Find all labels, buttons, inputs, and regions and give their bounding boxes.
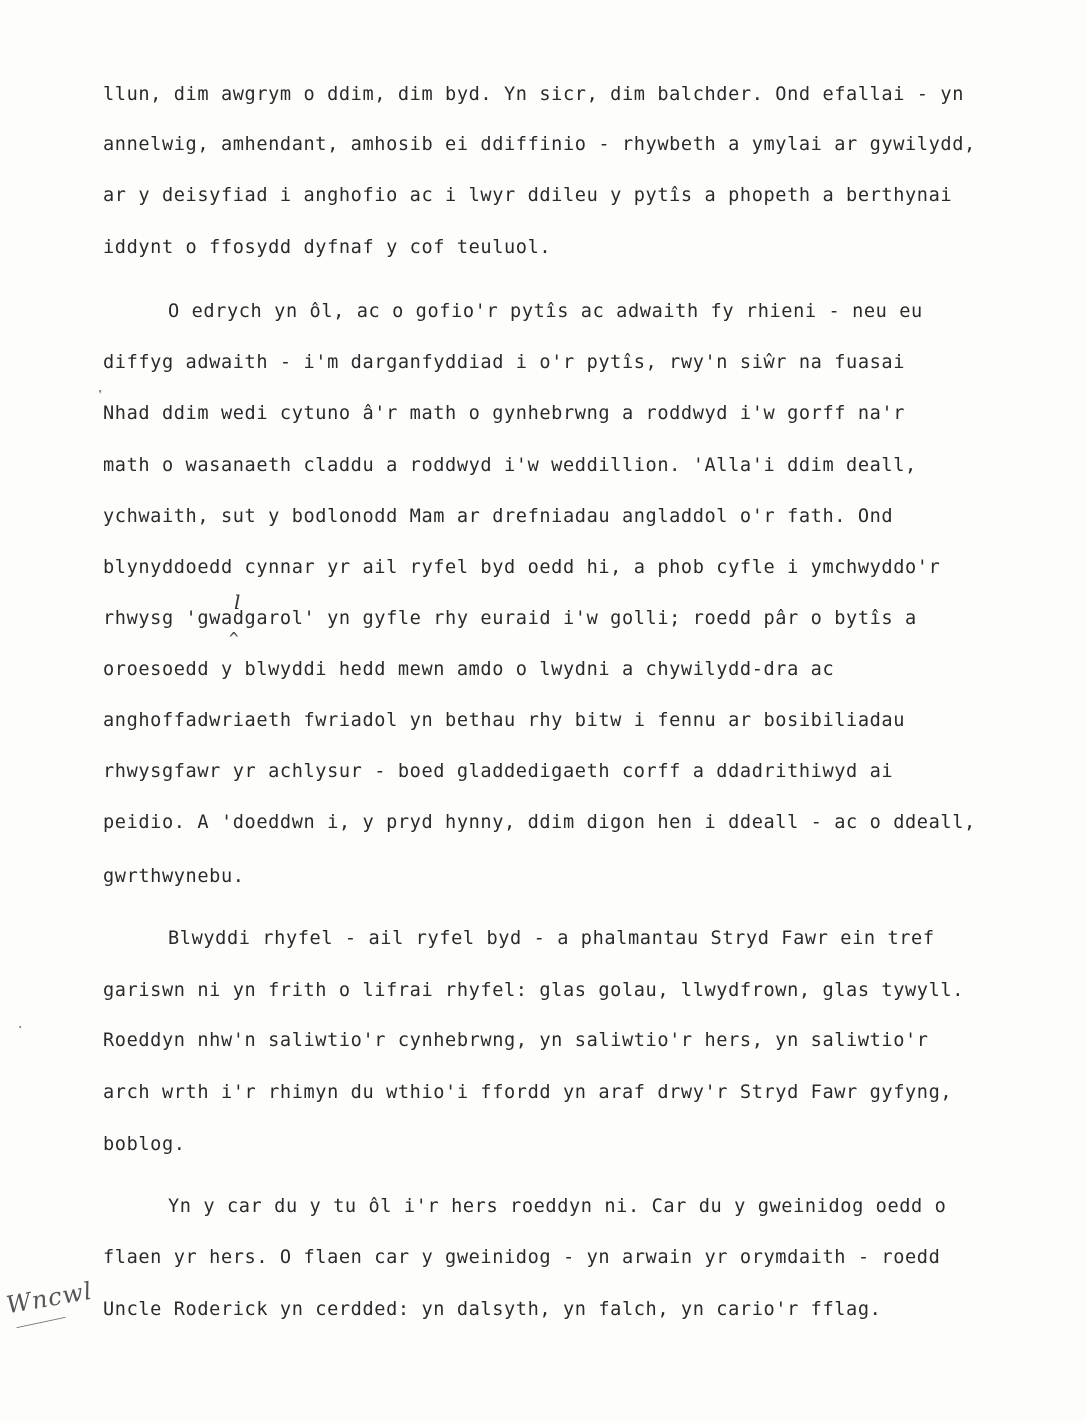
- text-line: gariswn ni yn frith o lifrai rhyfel: glas golau, llwydfrown, glas tywyll.: [103, 980, 964, 1001]
- text-line: Uncle Roderick yn cerdded: yn dalsyth, yn falch, yn cario'r fflag.: [103, 1299, 882, 1320]
- text-line: boblog.: [103, 1134, 186, 1155]
- ink-speck: ❜: [96, 388, 105, 404]
- text-line: math o wasanaeth claddu a roddwyd i'w weddillion. 'Alla'i ddim deall,: [103, 455, 917, 476]
- text-line: gwrthwynebu.: [103, 866, 245, 887]
- text-line: rhwysg 'gwadgarol' yn gyfle rhy euraid i'w golli; roedd pâr o bytîs a: [103, 608, 917, 629]
- text-line: oroesoedd y blwyddi hedd mewn amdo o lwydni a chywilydd-dra ac: [103, 659, 835, 680]
- text-line: iddynt o ffosydd dyfnaf y cof teuluol.: [103, 237, 552, 258]
- text-line: peidio. A 'doeddwn i, y pryd hynny, ddim digon hen i ddeall - ac o ddeall,: [103, 812, 976, 833]
- text-line: anghoffadwriaeth fwriadol yn bethau rhy bitw i fennu ar bosibiliadau: [103, 710, 906, 731]
- text-line: O edrych yn ôl, ac o gofio'r pytîs ac adwaith fy rhieni - neu eu: [168, 301, 923, 322]
- handwritten-insertion: l: [234, 590, 241, 614]
- text-line: blynyddoedd cynnar yr ail ryfel byd oedd hi, a phob cyfle i ymchwyddo'r: [103, 557, 941, 578]
- text-line: arch wrth i'r rhimyn du wthio'i ffordd yn araf drwy'r Stryd Fawr gyfyng,: [103, 1082, 953, 1103]
- text-line: Blwyddi rhyfel - ail ryfel byd - a phalmantau Stryd Fawr ein tref: [168, 928, 935, 949]
- text-line: Roeddyn nhw'n saliwtio'r cynhebrwng, yn saliwtio'r hers, yn saliwtio'r: [103, 1030, 929, 1051]
- text-line: ar y deisyfiad i anghofio ac i lwyr ddileu y pytîs a phopeth a berthynai: [103, 185, 953, 206]
- text-line: flaen yr hers. O flaen car y gweinidog - yn arwain yr orymdaith - roedd: [103, 1247, 941, 1268]
- margin-note-underline: [16, 1317, 65, 1328]
- text-line: llun, dim awgrym o ddim, dim byd. Yn sicr, dim balchder. Ond efallai - yn: [103, 84, 964, 105]
- text-line: Yn y car du y tu ôl i'r hers roeddyn ni. Car du y gweinidog oedd o: [168, 1196, 947, 1217]
- insertion-caret: ^: [229, 629, 239, 648]
- text-line: Nhad ddim wedi cytuno â'r math o gynhebrwng a roddwyd i'w gorff na'r: [103, 403, 906, 424]
- handwritten-margin-note: Wncwl: [4, 1276, 95, 1320]
- text-line: diffyg adwaith - i'm darganfyddiad i o'r pytîs, rwy'n siŵr na fuasai: [103, 352, 906, 373]
- text-line: ychwaith, sut y bodlonodd Mam ar drefniadau angladdol o'r fath. Ond: [103, 506, 894, 527]
- text-line: rhwysgfawr yr achlysur - boed gladdedigaeth corff a ddadrithiwyd ai: [103, 761, 894, 782]
- ink-speck: ·: [16, 1020, 25, 1036]
- text-line: annelwig, amhendant, amhosib ei ddiffinio - rhywbeth a ymylai ar gywilydd,: [103, 134, 976, 155]
